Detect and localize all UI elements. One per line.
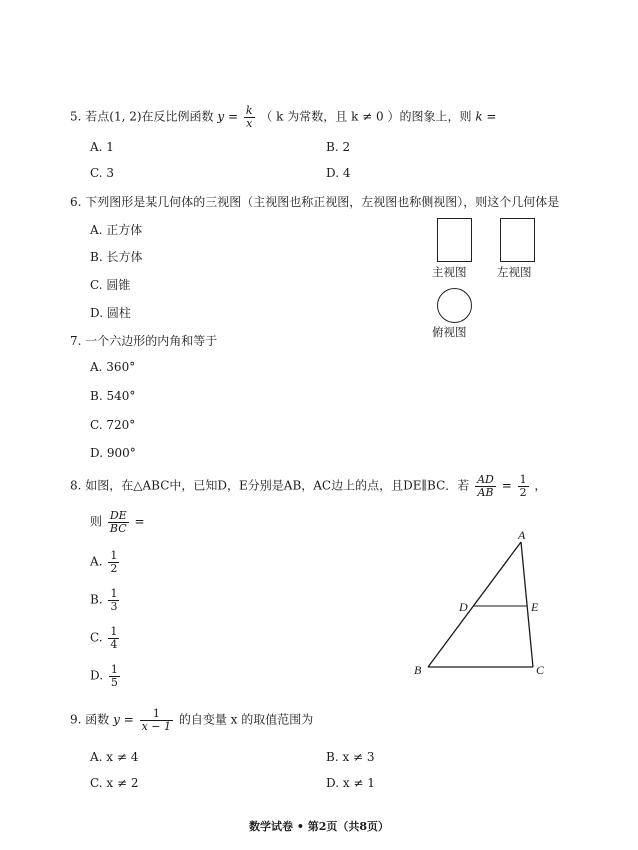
q8-option-d-num: 1 <box>110 663 118 676</box>
q8-option-b[interactable] <box>90 588 121 612</box>
q9-option-b[interactable]: B. x ≠ 3 <box>326 750 375 764</box>
q9-frac-num: 1 <box>140 708 173 721</box>
q9-frac-den: x − 1 <box>141 719 172 733</box>
q8-ask-num: DE <box>109 509 127 522</box>
point-b-label: B <box>414 663 422 677</box>
q8-ask-eq: = <box>134 514 145 529</box>
q8-option-c-fraction <box>108 626 119 650</box>
q8-option-b-den: 3 <box>110 599 118 613</box>
q8-ratio-num: AD <box>477 473 494 486</box>
q6-option-d[interactable]: D. 圆柱 <box>90 306 131 320</box>
q7-option-d[interactable]: D. 900° <box>90 446 136 460</box>
q5-option-a[interactable]: A. 1 <box>90 140 114 154</box>
point-a-label: A <box>518 528 526 542</box>
q8-option-d[interactable] <box>90 664 122 688</box>
front-view-rectangle <box>437 218 472 262</box>
q9-fraction <box>140 708 173 732</box>
question-8-stem <box>70 474 546 498</box>
question-5-stem <box>70 105 496 129</box>
point-d-label: D <box>459 600 468 614</box>
left-view-rectangle <box>500 218 535 262</box>
triangle-figure <box>400 528 570 688</box>
q8-ask <box>90 510 145 534</box>
point-c-label: C <box>536 663 545 677</box>
left-view-label: 左视图 <box>497 265 532 279</box>
top-view-label: 俯视图 <box>432 325 467 339</box>
q8-half-num: 1 <box>519 473 527 486</box>
q8-option-c-den: 4 <box>110 637 118 651</box>
q8-ask-den: BC <box>109 521 127 535</box>
q8-half-fraction <box>518 474 529 498</box>
q9-number: 9. <box>70 712 82 727</box>
q5-option-b[interactable]: B. 2 <box>326 140 351 154</box>
q7-option-c[interactable]: C. 720° <box>90 418 136 432</box>
q5-paren: （ k 为常数，且 k ≠ 0 ）的图象上，则 <box>260 109 472 124</box>
q7-option-a[interactable]: A. 360° <box>90 360 136 374</box>
q9-option-a[interactable]: A. x ≠ 4 <box>90 750 139 764</box>
q8-option-d-label: D. <box>90 668 104 683</box>
q8-option-b-fraction <box>108 588 119 612</box>
q9-pre: 函数 <box>85 712 110 727</box>
q8-pre: 如图，在△ABC中，已知D，E分别是AB，AC边上的点，且DE∥BC．若 <box>85 478 470 493</box>
side-ab <box>428 542 521 667</box>
q5-y-eq: y = <box>217 109 239 124</box>
q9-option-c[interactable]: C. x ≠ 2 <box>90 776 139 790</box>
q7-option-b[interactable]: B. 540° <box>90 389 136 403</box>
q8-option-a[interactable] <box>90 550 121 574</box>
front-view-label: 主视图 <box>432 265 467 279</box>
q8-option-c-num: 1 <box>110 625 118 638</box>
q9-option-d[interactable]: D. x ≠ 1 <box>326 776 375 790</box>
q8-option-a-den: 2 <box>110 561 118 575</box>
q6-option-c[interactable]: C. 圆锥 <box>90 278 131 292</box>
q5-pre: 若点(1, 2)在反比例函数 <box>85 109 214 124</box>
q5-k-eq: k = <box>475 109 497 124</box>
q8-ratio-den: AB <box>477 485 494 499</box>
q8-then: 则 <box>90 514 103 529</box>
top-view-circle <box>437 288 472 323</box>
q8-option-c[interactable] <box>90 626 121 650</box>
question-6-stem: 6. 下列图形是某几何体的三视图（主视图也称正视图，左视图也称侧视图），则这个几何体是 <box>70 195 560 209</box>
question-9-stem <box>70 708 313 732</box>
q8-option-a-num: 1 <box>110 549 118 562</box>
q8-ask-fraction <box>108 510 129 534</box>
q8-option-a-fraction <box>108 550 119 574</box>
q5-option-c[interactable]: C. 3 <box>90 166 115 180</box>
q8-option-c-label: C. <box>90 630 103 645</box>
page-footer: 数学试卷 • 第2页（共8页） <box>249 820 389 833</box>
q8-number: 8. <box>70 478 82 493</box>
q5-frac-num: k <box>245 104 253 117</box>
q8-option-a-label: A. <box>90 554 103 569</box>
q6-option-a[interactable]: A. 正方体 <box>90 223 143 237</box>
q8-eq: = <box>501 478 512 493</box>
q8-half-den: 2 <box>519 485 527 499</box>
q8-option-b-label: B. <box>90 592 103 607</box>
q9-y-eq: y = <box>113 712 134 727</box>
q8-option-d-den: 5 <box>110 675 118 689</box>
q5-option-d[interactable]: D. 4 <box>326 166 351 180</box>
q5-fraction <box>244 105 255 129</box>
q8-ratio-fraction <box>475 474 496 498</box>
point-e-label: E <box>531 600 539 614</box>
question-7-stem: 7. 一个六边形的内角和等于 <box>70 334 218 348</box>
q6-option-b[interactable]: B. 长方体 <box>90 250 143 264</box>
q8-tail: ， <box>534 478 547 493</box>
q8-option-d-fraction <box>109 664 120 688</box>
q8-option-b-num: 1 <box>110 587 118 600</box>
q9-post: 的自变量 x 的取值范围为 <box>178 712 314 727</box>
q5-frac-den: x <box>246 116 253 130</box>
q5-number: 5. <box>70 109 82 124</box>
